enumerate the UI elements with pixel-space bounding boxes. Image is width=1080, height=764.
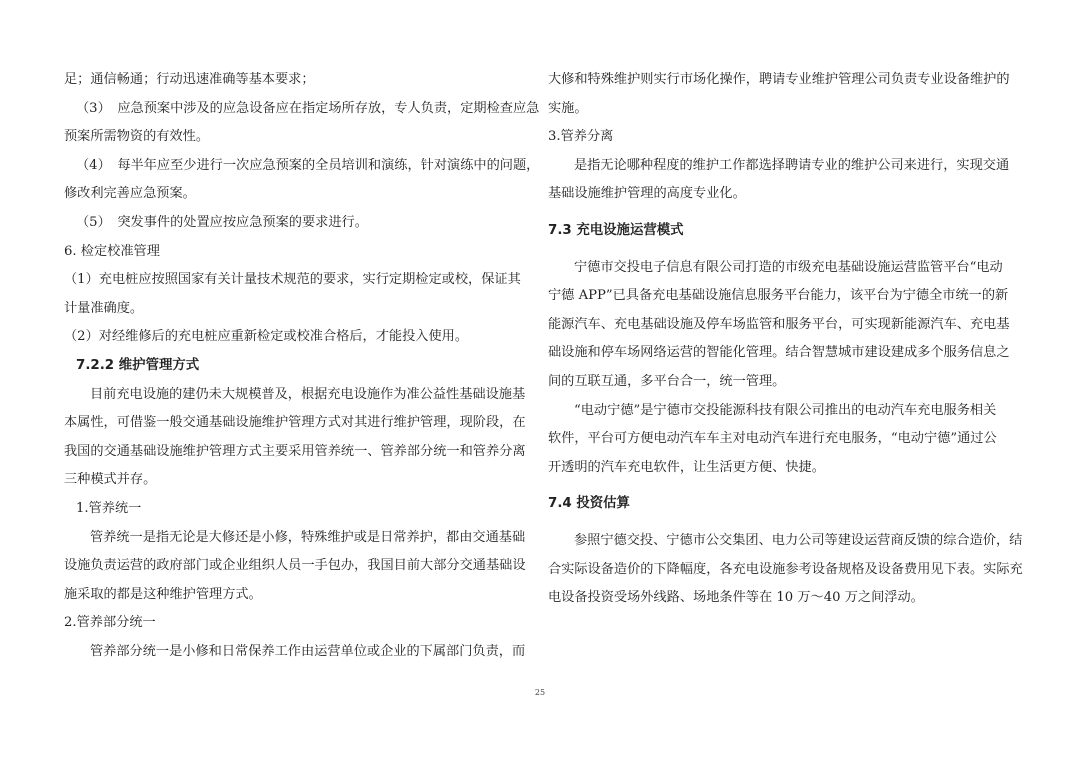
subheading: 1.管养统一 — [76, 500, 142, 516]
paragraph: 预案所需物资的有效性。 — [64, 129, 210, 145]
paragraph: （3） 应急预案中涉及的应急设备应在指定场所存放，专人负责，定期检查应急 — [76, 100, 540, 116]
paragraph: 基础设施维护管理的高度专业化。 — [548, 186, 746, 202]
paragraph: 修改利完善应急预案。 — [64, 186, 196, 202]
left-column — [64, 66, 540, 666]
subheading: 3.管养分离 — [548, 129, 614, 145]
subheading: 2.管养部分统一 — [64, 615, 156, 631]
paragraph: 合实际设备造价的下降幅度，各充电设施参考设备规格及设备费用见下表。实际充 — [548, 561, 1023, 577]
paragraph: 目前充电设施的建仍未大规模普及，根据充电设施作为准公益性基础设施基 — [90, 386, 526, 402]
paragraph: 施采取的都是这种维护管理方式。 — [64, 586, 262, 602]
heading-7-3: 7.3 充电设施运营模式 — [548, 222, 684, 238]
paragraph: 电设备投资受场外线路、场地条件等在 10 万～40 万之间浮动。 — [548, 590, 924, 606]
heading-7-2-2: 7.2.2 维护管理方式 — [76, 357, 200, 373]
paragraph: 间的互联互通，多平台合一，统一管理。 — [548, 373, 786, 389]
paragraph: （4） 每半年应至少进行一次应急预案的全员培训和演练，针对演练中的问题， — [76, 157, 540, 173]
paragraph: （1）充电桩应按照国家有关计量技术规范的要求，实行定期检定或校，保证其 — [64, 272, 521, 288]
paragraph: 我国的交通基础设施维护管理方式主要采用管养统一、管养部分统一和管养分离 — [64, 443, 526, 459]
paragraph: 是指无论哪种程度的维护工作都选择聘请专业的维护公司来进行，实现交通 — [574, 157, 1010, 173]
page-number: 25 — [534, 688, 546, 697]
section-title: 6. 检定校准管理 — [64, 243, 160, 259]
paragraph: 管养部分统一是小修和日常保养工作由运营单位或企业的下属部门负责，而 — [90, 643, 526, 659]
paragraph: 开透明的汽车充电软件，让生活更方便、快捷。 — [548, 459, 825, 475]
paragraph: 能源汽车、充电基础设施及停车场监管和服务平台，可实现新能源汽车、充电基 — [548, 316, 1010, 332]
paragraph: 本属性，可借鉴一般交通基础设施维护管理方式对其进行维护管理，现阶段，在 — [64, 415, 526, 431]
paragraph: 宁德 APP”已具备充电基础设施信息服务平台能力，该平台为宁德全市统一的新 — [548, 288, 1009, 304]
paragraph: 管养统一是指无论是大修还是小修，特殊维护或是日常养护，都由交通基础 — [90, 529, 526, 545]
paragraph: 大修和特殊维护则实行市场化操作，聘请专业维护管理公司负责专业设备维护的 — [548, 72, 1010, 87]
paragraph: 三种模式并存。 — [64, 472, 157, 488]
paragraph: （2）对经维修后的充电桩应重新检定或校准合格后，才能投入使用。 — [64, 329, 469, 345]
paragraph: 参照宁德交投、宁德市公交集团、电力公司等建设运营商反馈的综合造价，结 — [574, 532, 1023, 548]
paragraph: 足；通信畅通；行动迅速准确等基本要求； — [64, 72, 315, 87]
paragraph: 实施。 — [548, 100, 588, 116]
paragraph: 础设施和停车场网络运营的智能化管理。结合智慧城市建设建成多个服务信息之 — [548, 345, 1010, 361]
paragraph: 计量准确度。 — [64, 300, 144, 316]
paragraph: 设施负责运营的政府部门或企业组织人员一手包办，我国目前大部分交通基础设 — [64, 558, 526, 574]
right-column — [548, 66, 1023, 613]
heading-7-4: 7.4 投资估算 — [548, 496, 630, 512]
paragraph: 宁德市交投电子信息有限公司打造的市级充电基础设施运营监管平台“电动 — [574, 259, 1003, 275]
paragraph: （5） 突发事件的处置应按应急预案的要求进行。 — [76, 214, 368, 230]
paragraph: 软件，平台可方便电动汽车车主对电动汽车进行充电服务，“电动宁德”通过公 — [548, 431, 997, 447]
paragraph: “电动宁德”是宁德市交投能源科技有限公司推出的电动汽车充电服务相关 — [574, 402, 997, 418]
